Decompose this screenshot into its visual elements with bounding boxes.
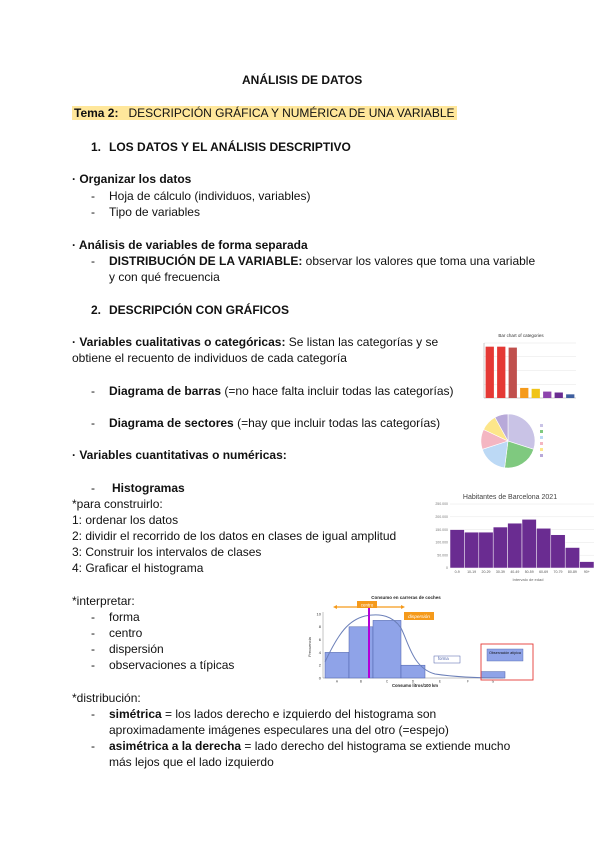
- cons-category-label: F: [467, 679, 469, 684]
- cons-category-label: D: [411, 679, 415, 684]
- symmetric-bold: simétrica: [109, 707, 162, 721]
- cons-bar: [481, 672, 505, 678]
- page-title: ANÁLISIS DE DATOS: [242, 73, 363, 87]
- cons-category-label: B: [359, 679, 363, 684]
- cons-category-label: A: [335, 679, 339, 684]
- separate-item-bold: DISTRIBUCIÓN DE LA VARIABLE:: [109, 254, 303, 268]
- cons-title: Consumo en carreras de coches: [371, 595, 441, 600]
- asymmetric-line: [109, 739, 510, 753]
- pie-chart-figure: [478, 410, 550, 472]
- qualitative-line: [72, 335, 438, 349]
- barcelona-histogram-figure: [420, 488, 600, 584]
- bar-chart-bar: [497, 347, 505, 398]
- bar-chart-bar: [486, 347, 494, 398]
- dash: -: [91, 481, 95, 495]
- cons-category-label: G: [491, 679, 495, 684]
- dash: -: [91, 626, 95, 640]
- dash: -: [91, 254, 95, 268]
- pie-diagram-bold: Diagrama de sectores: [109, 416, 234, 430]
- histogram-label: Histogramas: [112, 481, 185, 495]
- section-1-title: LOS DATOS Y EL ANÁLISIS DESCRIPTIVO: [109, 140, 351, 154]
- separate-item-text: observar los valores que toma una variable: [302, 254, 536, 268]
- bar-chart-title: Bar chart of categories: [498, 333, 544, 338]
- pie-legend-swatch: [540, 454, 543, 457]
- bcn-bar: [565, 548, 579, 568]
- bcn-category-label: 20-29: [481, 570, 491, 574]
- separate-item: [109, 254, 535, 268]
- bcn-category-label: 90+: [583, 570, 590, 574]
- bar-chart-bar: [509, 348, 517, 398]
- bcn-bar: [464, 532, 478, 568]
- bcn-bar: [551, 535, 565, 568]
- cons-tick-label: 0: [318, 675, 321, 681]
- consumption-histogram-figure: [305, 592, 555, 690]
- cons-xlabel: Consumo litros/100 km: [391, 683, 439, 688]
- interpret-item: observaciones a típicas: [109, 658, 235, 672]
- qualitative-text: Se listan las categorías y se: [285, 335, 439, 349]
- bcn-category-label: 10-19: [467, 570, 477, 574]
- center-arrow-left-head: [333, 605, 337, 609]
- build-step: 3: Construir los intervalos de clases: [72, 545, 262, 559]
- section-2-title: DESCRIPCIÓN CON GRÁFICOS: [109, 303, 290, 317]
- cons-ylabel: Frecuencia: [307, 637, 312, 657]
- interpret-item: dispersión: [109, 642, 164, 656]
- organize-item: Hoja de cálculo (individuos, variables): [109, 189, 311, 203]
- separate-item-line2: y con qué frecuencia: [109, 270, 220, 284]
- bar-chart-bar: [543, 392, 551, 398]
- cons-category-label: C: [385, 679, 389, 684]
- bcn-bar: [580, 562, 594, 568]
- cons-tick-label: 10: [316, 611, 321, 617]
- bcn-category-label: 30-39: [495, 570, 505, 574]
- dash: -: [91, 205, 95, 219]
- bcn-tick-label: 200.000: [435, 515, 448, 519]
- cons-bar: [325, 652, 349, 678]
- dash: -: [91, 707, 95, 721]
- cons-category-label: E: [438, 679, 442, 684]
- bcn-bar: [508, 523, 522, 568]
- interpret-item: centro: [109, 626, 143, 640]
- bar-chart-bar: [532, 389, 540, 398]
- cons-tick-label: 2: [318, 662, 321, 668]
- organize-item: Tipo de variables: [109, 205, 200, 219]
- asymmetric-bold: asimétrica a la derecha: [109, 739, 242, 753]
- dist-title: *distribución:: [72, 691, 141, 705]
- bcn-category-label: 70-79: [553, 570, 563, 574]
- separate-heading: · Análisis de variables de forma separada: [72, 238, 308, 252]
- build-title: *para construirlo:: [72, 497, 163, 511]
- interpret-title: *interpretar:: [72, 594, 135, 608]
- bcn-category-label: 80-89: [567, 570, 577, 574]
- shape-label: forma: [438, 656, 449, 661]
- bcn-bar: [536, 528, 550, 568]
- cons-tick-label: 6: [318, 637, 321, 642]
- qualitative-bold: · Variables cualitativas o categóricas:: [72, 335, 286, 349]
- bcn-tick-label: 150.000: [435, 527, 448, 532]
- bcn-tick-label: 250.000: [435, 502, 448, 507]
- asymmetric-text: = lado derecho del histograma se extiende mucho: [241, 739, 511, 753]
- pie-legend-swatch: [540, 448, 543, 451]
- bcn-category-label: 0-9: [454, 570, 460, 574]
- section-1-number: 1.: [91, 140, 102, 154]
- topic-label: Tema 2:: [74, 106, 119, 120]
- bar-diagram-line: [109, 384, 454, 398]
- qualitative-line2: obtiene el recuento de individuos de cada categoría: [72, 351, 347, 365]
- bcn-tick-label: 50.000: [437, 553, 448, 558]
- spread-label: dispersión: [408, 615, 430, 620]
- bcn-bar: [479, 532, 493, 568]
- bcn-tick-label: 100.000: [435, 540, 448, 545]
- pie-legend-swatch: [540, 436, 543, 439]
- bcn-category-label: 50-59: [524, 570, 534, 574]
- symmetric-line: [109, 707, 436, 721]
- cons-bar: [373, 620, 401, 678]
- dash: -: [91, 642, 95, 656]
- symmetric-line2: aproximadamente imágenes especulares una del otro (=espejo): [109, 723, 449, 737]
- bar-chart-bar: [520, 388, 528, 398]
- bcn-bar: [493, 527, 507, 568]
- build-step: 1: ordenar los datos: [72, 513, 179, 527]
- cons-bar: [401, 665, 425, 678]
- interpret-item: forma: [109, 610, 140, 624]
- topic-text: DESCRIPCIÓN GRÁFICA Y NUMÉRICA DE UNA VARIABLE: [128, 106, 455, 120]
- bar-chart-figure: [462, 328, 580, 404]
- bcn-tick-label: 0: [446, 566, 448, 571]
- pie-diagram-text: (=hay que incluir todas las categorías): [233, 416, 441, 430]
- dash: -: [91, 416, 95, 430]
- organize-heading: · Organizar los datos: [72, 172, 192, 186]
- outlier-label: Observación atípica: [489, 651, 521, 655]
- asymmetric-line2: más lejos que el lado izquierdo: [109, 755, 274, 769]
- symmetric-text: = los lados derecho e izquierdo del histograma son: [161, 707, 437, 721]
- quantitative-heading: · Variables cuantitativas o numéricas:: [72, 448, 287, 462]
- bar-chart-bar: [566, 394, 574, 398]
- cons-tick-label: 8: [318, 624, 321, 630]
- center-arrow-right-head: [401, 605, 405, 609]
- build-step: 2: dividir el recorrido de los datos en clases de igual amplitud: [72, 529, 397, 543]
- bar-diagram-bold: Diagrama de barras: [109, 384, 222, 398]
- bcn-category-label: 40-49: [510, 570, 520, 574]
- dash: -: [91, 610, 95, 624]
- section-2-number: 2.: [91, 303, 102, 317]
- bcn-bar: [522, 519, 536, 568]
- bar-chart-bar: [555, 393, 563, 399]
- bcn-bar: [450, 530, 464, 568]
- pie-legend-swatch: [540, 424, 543, 427]
- dash: -: [91, 658, 95, 672]
- center-label: centro: [360, 602, 374, 608]
- pie-diagram-line: [109, 416, 440, 430]
- bcn-xlabel: Intervalo de edad: [512, 577, 544, 582]
- dash: -: [91, 189, 95, 203]
- dash: -: [91, 739, 95, 753]
- bcn-title: Habitantes de Barcelona 2021: [462, 494, 558, 501]
- bcn-category-label: 60-69: [539, 570, 549, 574]
- topic-line: [72, 106, 457, 120]
- pie-legend-swatch: [540, 430, 543, 433]
- pie-legend-swatch: [540, 442, 543, 445]
- dash: -: [91, 384, 95, 398]
- build-step: 4: Graficar el histograma: [72, 561, 204, 575]
- cons-tick-label: 4: [318, 649, 321, 655]
- bar-diagram-text: (=no hace falta incluir todas las categorías): [221, 384, 454, 398]
